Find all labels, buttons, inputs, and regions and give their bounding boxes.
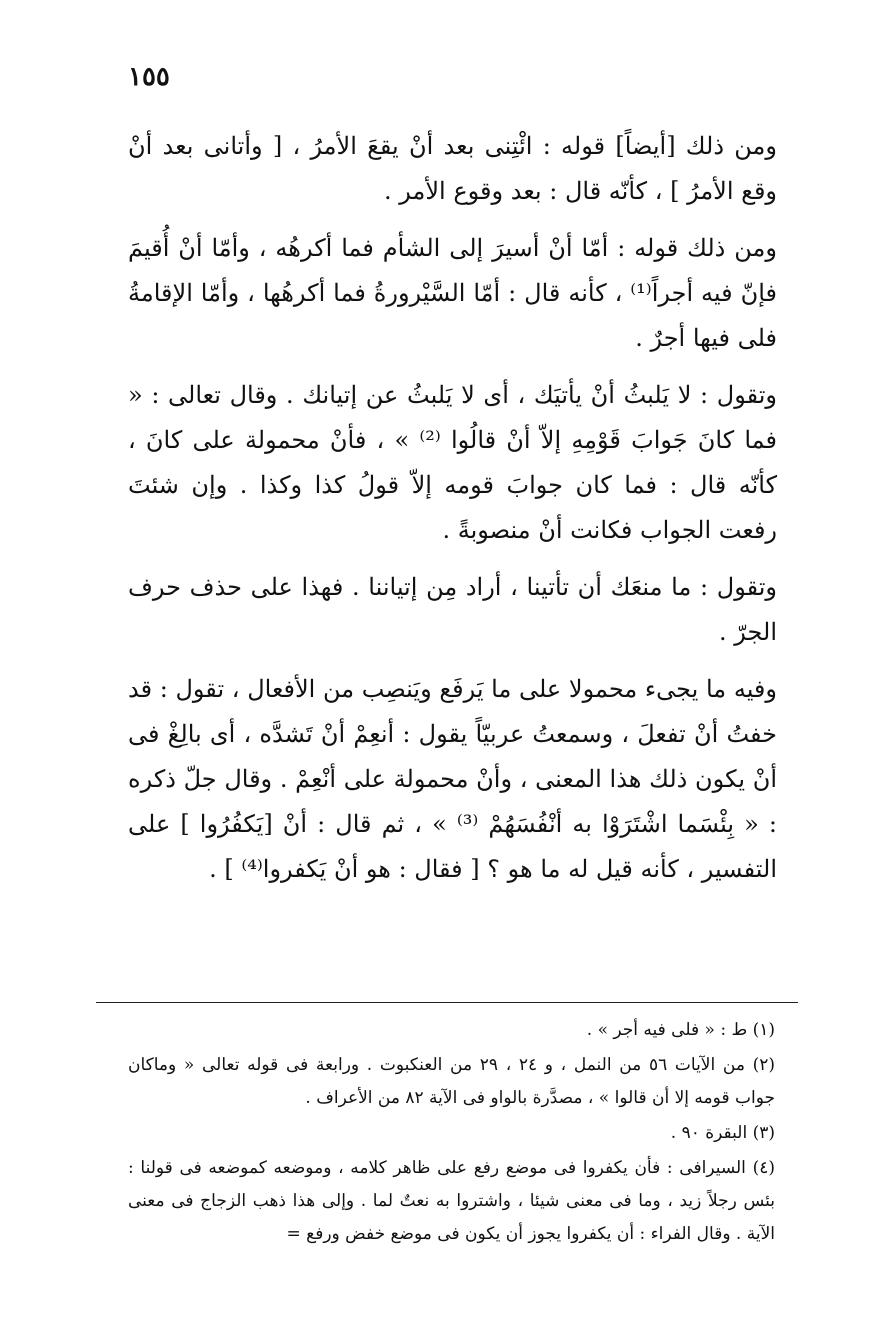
main-text — [128, 124, 777, 892]
paragraph-3: وتقول : لا يَلبثُ أنْ يأتيَك ، أى لا يَلبثُ عن إتيانك . وقال تعالى : « فما كانَ جَوابَ قَوْمِهِ إلاّ أنْ قالُوا ⁽²⁾ » ، فأنْ محمولة على كانَ ، كأنّه قال : فما كان جوابَ قومه إلاّ قولُ كذا وكذا . وإن شئتَ رفعت الجواب فكانت أنْ منصوبةً . — [128, 381, 777, 544]
paragraph-5: وفيه ما يجىء محمولا على ما يَرفَع ويَنصِب من الأفعال ، تقول : قد خفتُ أنْ تفعلَ ، وسمعتُ عربيّاً يقول : أنعِمْ أنْ تَشدَّه ، أى بالِغْ فى أنْ يكون ذلك هذا المعنى ، وأنْ محمولة على أنْعِمْ . وقال جلّ ذكره : « بِئْسَما اشْتَرَوْا به أنْفُسَهُمْ ⁽³⁾ » ، ثم قال : أنْ [يَكفُرُوا ] على التفسير ، كأنه قيل له ما هو ؟ [ فقال : هو أنْ يَكفروا⁽⁴⁾ ] . — [128, 675, 778, 883]
page-number: ١٥٥ — [128, 62, 170, 92]
footnote-3: (٣) البقرة ٩٠ . — [670, 1123, 775, 1143]
footnotes — [128, 1014, 775, 1251]
paragraph-4: وتقول : ما منعَك أن تأتينا ، أراد مِن إتياننا . فهذا على حذف حرف الجرّ . — [128, 573, 777, 646]
paragraph-1: ومن ذلك [أيضاً] قوله : ائْتِنى بعد أنْ يقعَ الأمرُ ، [ وأتانى بعد أنْ وقع الأمرُ ] ، كأنّه قال : بعد وقوع الأمر . — [128, 132, 777, 205]
footnote-separator — [96, 1002, 798, 1003]
paragraph-2: ومن ذلك قوله : أمّا أنْ أسيرَ إلى الشأم فما أكرهُه ، وأمّا أنْ أُقيمَ فإنّ فيه أجراً⁽¹⁾ ، كأنه قال : أمّا السَّيْرورةُ فما أكرهُها ، وأمّا الإقامةُ فلى فيها أجرٌ . — [128, 234, 777, 352]
footnote-2: (٢) من الآيات ٥٦ من النمل ، و ٢٤ ، ٢٩ من العنكبوت . ورابعة فى قوله تعالى « وماكان جواب قومه إلا أن قالوا » ، مصدَّرة بالواو فى الآية ٨٢ من الأعراف . — [128, 1055, 776, 1108]
footnote-1: (١) ط : « فلى فيه أجر » . — [586, 1020, 775, 1040]
footnote-4: (٤) السيرافى : فأن يكفروا فى موضع رفع على ظاهر كلامه ، وموضعه كموضعه فى قولنا : بئس رجلاً زيد ، وما فى معنى شيئا ، واشتروا به نعتٌ لما . وإلى هذا ذهب الزجاج فى معنى الآية . وقال الفراء : أن يكفروا يجوز أن يكون فى موضع خفض ورفع = — [128, 1158, 775, 1244]
